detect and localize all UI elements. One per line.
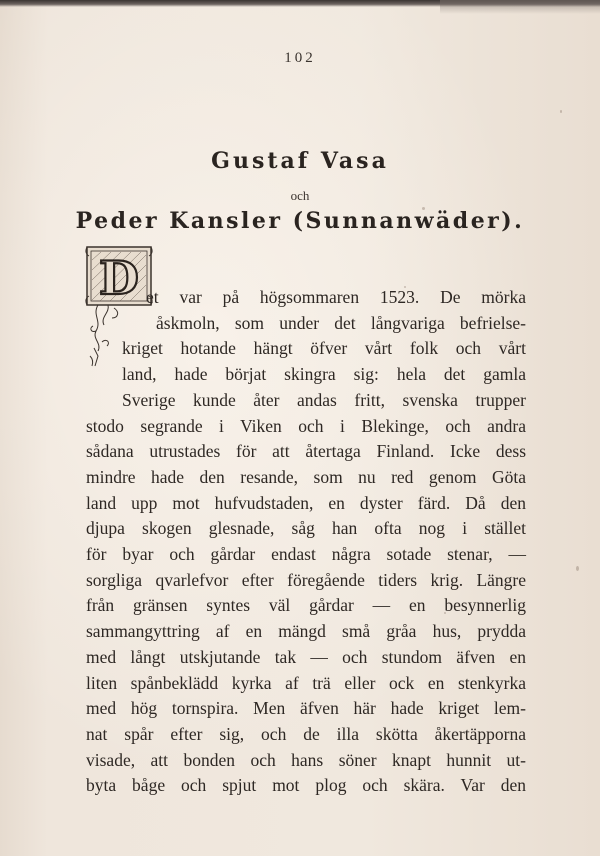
text-line: sammangyttring af en mängd små gråa hus, prydda: [86, 621, 526, 642]
text-line: från gränsen syntes väl gårdar — en besynnerlig: [86, 595, 526, 616]
paper-speck: [444, 612, 446, 614]
paper-speck: [404, 286, 406, 288]
paper-speck: [422, 207, 425, 210]
text-line: med hög tornspira. Men äfven här hade kriget lem-: [86, 698, 526, 719]
text-line: med långt utskjutande tak — och stundom äfven en: [86, 646, 526, 667]
page-corner-shadow: [440, 0, 600, 14]
text-line: stodo segrande i Viken och i Blekinge, och andra: [86, 415, 526, 436]
text-line: mindre hade den resande, som nu red genom Göta: [86, 466, 526, 487]
text-line: land, hade börjat skingra sig: hela det gamla: [122, 364, 526, 385]
text-line: et var på högsommaren 1523. De mörka: [146, 287, 526, 307]
text-line: för byar och gårdar endast några sotade stenar, —: [86, 544, 526, 564]
text-line: land upp mot hufvudstaden, en dyster färd. Då den: [86, 492, 526, 513]
text-line: visade, att bonden och hans söner knapt hunnit ut-: [86, 749, 526, 770]
chapter-title-conjunction: och: [290, 188, 310, 203]
text-line: nat spår efter sig, och de illa skötta åkertäpporna: [86, 723, 526, 744]
text-line: djupa skogen glesnade, såg han ofta nog i stället: [86, 518, 526, 539]
ornamental-initial-icon: [84, 244, 154, 380]
paper-speck: [560, 110, 562, 113]
text-line: byta båge och spjut mot plog och skära. Var den: [86, 775, 526, 796]
chapter-title-line-1: Gustaf Vasa: [211, 148, 389, 174]
paper-speck: [576, 566, 579, 571]
text-line: kriget hotande hängt öfver vårt folk och vårt: [122, 338, 526, 359]
page-number: 102: [284, 50, 316, 66]
text-line: åskmoln, som under det långvariga befrielse-: [156, 312, 526, 333]
chapter-title-line-2: Peder Kansler (Sunnanwäder).: [75, 208, 525, 234]
text-line: Sverige kunde åter andas fritt, svenska trupper: [122, 389, 526, 410]
text-line: liten spånbeklädd kyrka af trä eller ock en stenkyrka: [86, 672, 526, 693]
svg-text:D: D: [99, 251, 139, 305]
text-line: sorgliga qvarlefvor efter föregående tiders krig. Längre: [86, 569, 526, 590]
text-line: sådana utrustades för att återtaga Finland. Icke dess: [86, 441, 526, 462]
